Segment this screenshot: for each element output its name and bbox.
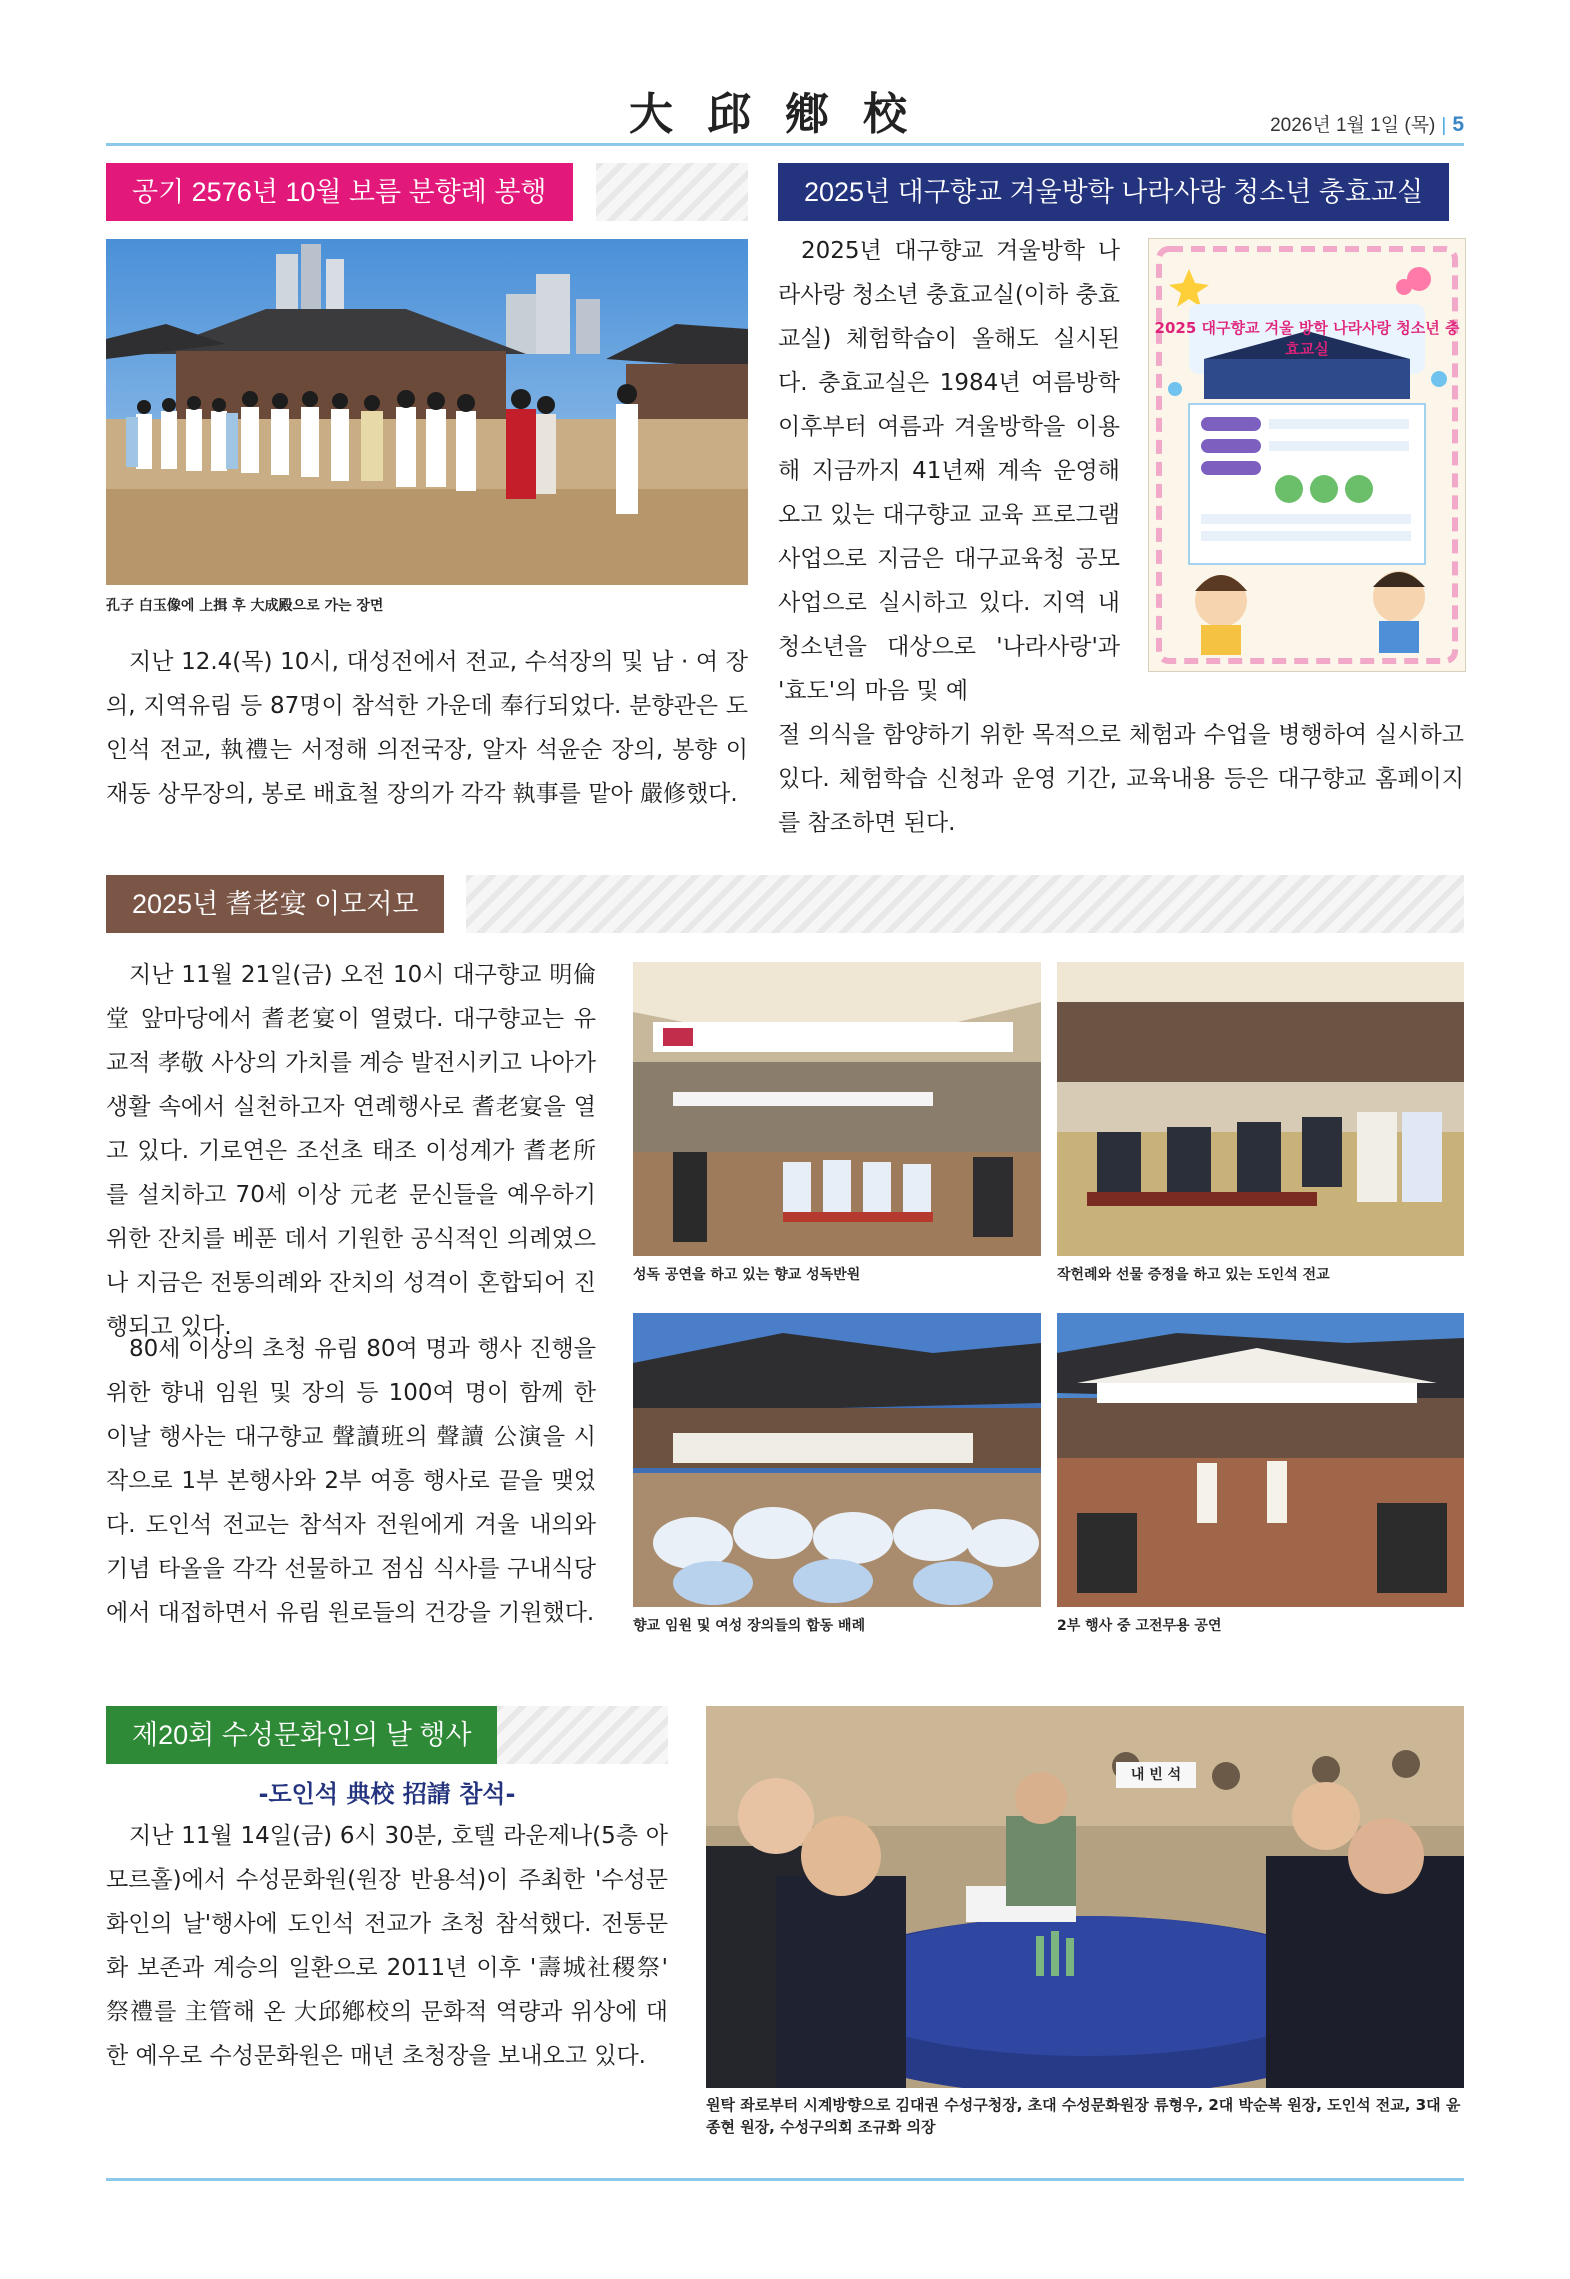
article1-header [106, 163, 748, 221]
photo-caption-bow: 향교 임원 및 여성 장의들의 합동 배례 [633, 1618, 866, 1634]
article2-body-full: 절 의식을 함양하기 위한 목적으로 체험과 수업을 병행하여 실시하고 있다. 체험학습 신청과 운영 기간, 교육내용 등은 대구향교 홈페이지를 참조하면 된다. [778, 722, 1464, 836]
youth-class-poster [1148, 238, 1466, 672]
bottom-rule [106, 2178, 1464, 2181]
poster-title: 2025 대구향교 겨울 방학 나라사랑 청소년 충효교실 [1154, 319, 1460, 358]
date-separator: | [1441, 115, 1447, 136]
incense-ceremony-photo [106, 239, 748, 585]
top-rule [106, 143, 1464, 146]
traditional-dance-photo [1057, 1313, 1464, 1607]
article4-title: 제20회 수성문화인의 날 행사 [106, 1706, 497, 1764]
masthead: 大邱鄕校 [629, 89, 941, 140]
guest-table-sign: 내 빈 석 [1116, 1762, 1196, 1788]
recital-performance-photo [633, 962, 1041, 1256]
photo-caption-gift: 작헌례와 선물 증정을 하고 있는 도인석 전교 [1057, 1267, 1330, 1283]
article3-title: 2025년 耆老宴 이모저모 [106, 875, 444, 933]
culture-day-photo [706, 1706, 1464, 2088]
article1-photo-caption: 孔子 白玉像에 上揖 후 大成殿으로 가는 장면 [106, 598, 384, 614]
band-pattern [496, 1706, 668, 1764]
article3-body-p2: 80세 이상의 초청 유림 80여 명과 행사 진행을 위한 향내 임원 및 장의 등 100여 명이 함께 한 이날 행사는 대구향교 聲讀班의 聲讀 公演을 시작으로 1부 본행사와 2부 여흥 행사로 끝을 맺었다. 도인석 전교는 참석자 전원에게 겨울 내의와 기념 타올을 각각 선물하고 점심 식사를 구내식당에서 대접하면서 유림 원로들의 건강을 기원했다. [106, 1336, 596, 1626]
article4-body: 지난 11월 14일(금) 6시 30분, 호텔 라운제나(5층 아모르홀)에서 수성문화원(원장 반용석)이 주최한 '수성문화인의 날'행사에 도인석 전교가 초청 참석했다. 전통문화 보존과 계승의 일환으로 2011년 이후 '壽城社稷祭' 祭禮를 主管해 온 大邱鄕校의 문화적 역량과 위상에 대한 예우로 수성문화원은 매년 초청장을 보내오고 있다. [106, 1823, 668, 2069]
page-number: 5 [1452, 113, 1464, 136]
article4-subtitle: -도인석 典校 招請 참석- [258, 1780, 516, 1808]
band-pattern [596, 163, 748, 221]
article2-title: 2025년 대구향교 겨울방학 나라사랑 청소년 충효교실 [778, 163, 1449, 221]
article3-header [106, 875, 1464, 933]
band-pattern [466, 875, 1464, 933]
joint-bow-photo [633, 1313, 1041, 1607]
article1-body: 지난 12.4(목) 10시, 대성전에서 전교, 수석장의 및 남 · 여 장의, 지역유림 등 87명이 참석한 가운데 奉行되었다. 분향관은 도인석 전교, 執禮는 서정해 의전국장, 알자 석윤순 장의, 봉향 이재동 상무장의, 봉로 배효철 장의가 각각 執事를 맡아 嚴修했다. [106, 649, 748, 807]
article3-body-p1: 지난 11월 21일(금) 오전 10시 대구향교 明倫堂 앞마당에서 耆老宴이 열렸다. 대구향교는 유교적 孝敬 사상의 가치를 계승 발전시키고 나아가 생활 속에서 실천하고자 연례행사로 耆老宴을 열고 있다. 기로연은 조선초 태조 이성계가 耆老所를 설치하고 70세 이상 元老 문신들을 예우하기 위한 잔치를 베푼 데서 기원한 공식적인 의례였으나 지금은 전통의례와 잔치의 성격이 혼합되어 진행되고 있다. [106, 962, 596, 1340]
photo-caption-recital: 성독 공연을 하고 있는 향교 성독반원 [633, 1267, 861, 1283]
article2-body-wrap: 2025년 대구향교 겨울방학 나라사랑 청소년 충효교실(이하 충효교실) 체험학습이 올해도 실시된다. 충효교실은 1984년 여름방학 이후부터 여름과 겨울방학을 이용해 지금까지 41년째 계속 운영해 오고 있는 대구향교 교육 프로그램 사업으로 지금은 대구교육청 공모사업으로 실시하고 있다. 지역 내 청소년을 대상으로 '나라사랑'과 '효도'의 마음 및 예 [778, 238, 1120, 704]
article2-header [778, 163, 1464, 221]
issue-date: 2026년 1월 1일 (목) [1270, 115, 1436, 136]
gift-presentation-photo [1057, 962, 1464, 1256]
article1-title: 공기 2576년 10월 보름 분향례 봉행 [106, 163, 573, 221]
photo-caption-dance: 2부 행사 중 고전무용 공연 [1057, 1618, 1222, 1634]
article4-photo-caption: 원탁 좌로부터 시계방향으로 김대권 수성구청장, 초대 수성문화원장 류형우, 2대 박순복 원장, 도인석 전교, 3대 윤종현 원장, 수성구의회 조규화 의장 [706, 2096, 1461, 2136]
issue-date-line [1270, 110, 1464, 137]
article4-header [106, 1706, 668, 1764]
